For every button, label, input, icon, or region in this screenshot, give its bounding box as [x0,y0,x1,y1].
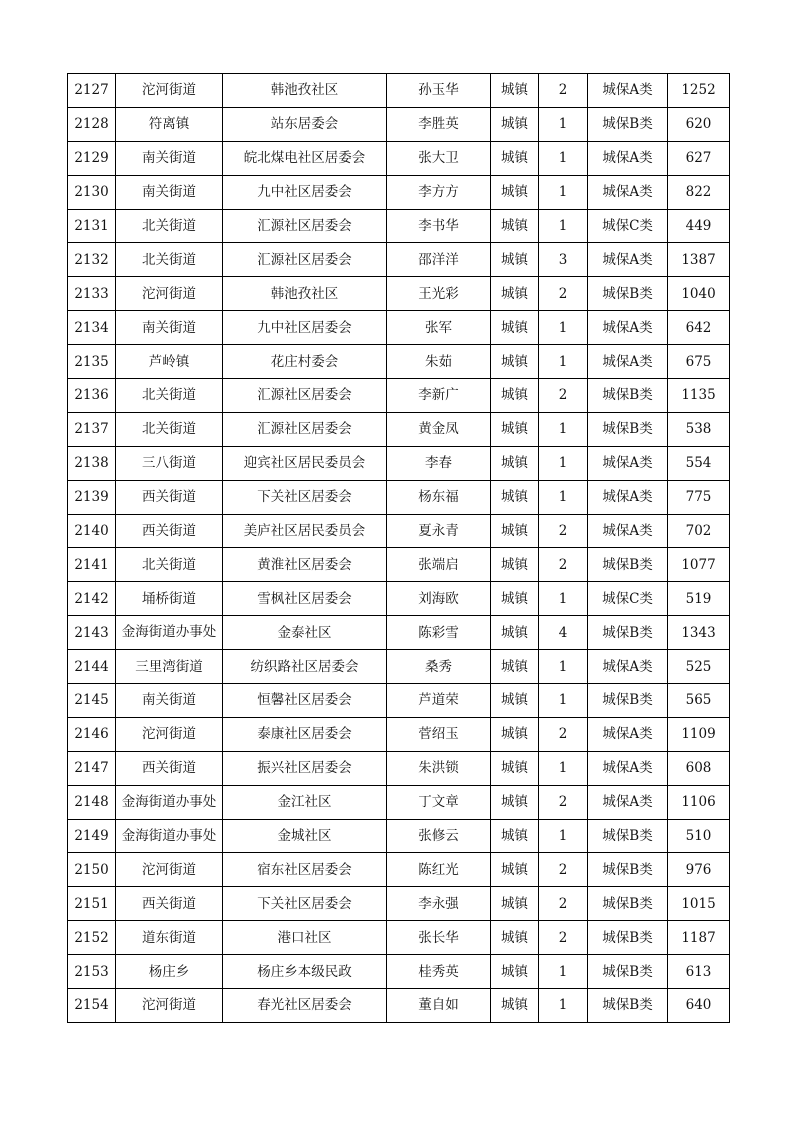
area-type-cell: 城镇 [491,853,539,887]
table-row [68,955,730,989]
household-size-cell: 2 [539,717,588,751]
community-name-cell: 黄淮社区居委会 [223,548,387,582]
insurance-category-cell: 城保B类 [588,107,668,141]
amount-cell: 822 [668,175,730,209]
table-row [68,107,730,141]
table-row [68,853,730,887]
community-name-cell: 韩池孜社区 [223,74,387,108]
amount-cell: 627 [668,141,730,175]
person-name-cell: 桑秀 [387,650,491,684]
person-name-cell: 董自如 [387,989,491,1023]
person-name-cell: 李春 [387,446,491,480]
amount-cell: 525 [668,650,730,684]
person-name-cell: 张军 [387,311,491,345]
area-type-cell: 城镇 [491,616,539,650]
table-row [68,141,730,175]
table-row [68,74,730,108]
person-name-cell: 王光彩 [387,277,491,311]
household-size-cell: 1 [539,209,588,243]
community-name-cell: 汇源社区居委会 [223,412,387,446]
person-name-cell: 张长华 [387,921,491,955]
row-number-cell: 2129 [68,141,116,175]
insurance-category-cell: 城保A类 [588,74,668,108]
insurance-category-cell: 城保A类 [588,141,668,175]
row-number-cell: 2152 [68,921,116,955]
street-name-cell: 北关街道 [116,548,223,582]
table-row [68,616,730,650]
area-type-cell: 城镇 [491,819,539,853]
community-name-cell: 下关社区居委会 [223,887,387,921]
amount-cell: 538 [668,412,730,446]
person-name-cell: 杨东福 [387,480,491,514]
row-number-cell: 2128 [68,107,116,141]
community-name-cell: 振兴社区居委会 [223,751,387,785]
insurance-category-cell: 城保A类 [588,785,668,819]
row-number-cell: 2136 [68,379,116,413]
street-name-cell: 西关街道 [116,514,223,548]
household-size-cell: 1 [539,582,588,616]
community-name-cell: 美庐社区居民委员会 [223,514,387,548]
street-name-cell: 三里湾街道 [116,650,223,684]
person-name-cell: 朱洪锁 [387,751,491,785]
row-number-cell: 2140 [68,514,116,548]
table-row [68,989,730,1023]
community-name-cell: 港口社区 [223,921,387,955]
table-row [68,480,730,514]
community-name-cell: 皖北煤电社区居委会 [223,141,387,175]
row-number-cell: 2131 [68,209,116,243]
amount-cell: 608 [668,751,730,785]
amount-cell: 1109 [668,717,730,751]
amount-cell: 1387 [668,243,730,277]
area-type-cell: 城镇 [491,345,539,379]
table-row [68,379,730,413]
table-row [68,311,730,345]
row-number-cell: 2147 [68,751,116,785]
insurance-category-cell: 城保B类 [588,853,668,887]
table-row [68,684,730,718]
amount-cell: 1106 [668,785,730,819]
community-name-cell: 迎宾社区居民委员会 [223,446,387,480]
area-type-cell: 城镇 [491,107,539,141]
insurance-category-cell: 城保B类 [588,955,668,989]
amount-cell: 449 [668,209,730,243]
household-size-cell: 2 [539,379,588,413]
row-number-cell: 2148 [68,785,116,819]
household-size-cell: 4 [539,616,588,650]
household-size-cell: 2 [539,921,588,955]
community-name-cell: 金江社区 [223,785,387,819]
table-row [68,243,730,277]
household-size-cell: 1 [539,345,588,379]
household-size-cell: 1 [539,751,588,785]
area-type-cell: 城镇 [491,684,539,718]
person-name-cell: 李方方 [387,175,491,209]
community-name-cell: 金泰社区 [223,616,387,650]
row-number-cell: 2137 [68,412,116,446]
person-name-cell: 夏永青 [387,514,491,548]
insurance-category-cell: 城保A类 [588,650,668,684]
community-name-cell: 九中社区居委会 [223,175,387,209]
street-name-cell: 西关街道 [116,887,223,921]
area-type-cell: 城镇 [491,311,539,345]
row-number-cell: 2146 [68,717,116,751]
table-row [68,751,730,785]
person-name-cell: 李新广 [387,379,491,413]
amount-cell: 510 [668,819,730,853]
row-number-cell: 2138 [68,446,116,480]
insurance-category-cell: 城保B类 [588,989,668,1023]
community-name-cell: 韩池孜社区 [223,277,387,311]
person-name-cell: 菅绍玉 [387,717,491,751]
insurance-category-cell: 城保B类 [588,684,668,718]
street-name-cell: 道东街道 [116,921,223,955]
amount-cell: 675 [668,345,730,379]
street-name-cell: 南关街道 [116,311,223,345]
table-row [68,446,730,480]
row-number-cell: 2134 [68,311,116,345]
household-size-cell: 1 [539,684,588,718]
amount-cell: 976 [668,853,730,887]
amount-cell: 613 [668,955,730,989]
street-name-cell: 金海街道办事处 [116,616,223,650]
row-number-cell: 2142 [68,582,116,616]
household-size-cell: 1 [539,107,588,141]
street-name-cell: 埇桥街道 [116,582,223,616]
area-type-cell: 城镇 [491,209,539,243]
amount-cell: 702 [668,514,730,548]
row-number-cell: 2154 [68,989,116,1023]
insurance-category-cell: 城保B类 [588,887,668,921]
street-name-cell: 沱河街道 [116,853,223,887]
street-name-cell: 南关街道 [116,175,223,209]
row-number-cell: 2141 [68,548,116,582]
area-type-cell: 城镇 [491,243,539,277]
community-name-cell: 金城社区 [223,819,387,853]
area-type-cell: 城镇 [491,989,539,1023]
household-size-cell: 2 [539,887,588,921]
area-type-cell: 城镇 [491,379,539,413]
street-name-cell: 沱河街道 [116,277,223,311]
table-row [68,412,730,446]
community-name-cell: 站东居委会 [223,107,387,141]
insurance-category-cell: 城保B类 [588,379,668,413]
insurance-category-cell: 城保B类 [588,921,668,955]
person-name-cell: 孙玉华 [387,74,491,108]
table-row [68,717,730,751]
row-number-cell: 2139 [68,480,116,514]
amount-cell: 1187 [668,921,730,955]
area-type-cell: 城镇 [491,887,539,921]
area-type-cell: 城镇 [491,650,539,684]
household-size-cell: 2 [539,277,588,311]
street-name-cell: 金海街道办事处 [116,785,223,819]
area-type-cell: 城镇 [491,74,539,108]
person-name-cell: 李永强 [387,887,491,921]
row-number-cell: 2143 [68,616,116,650]
area-type-cell: 城镇 [491,175,539,209]
insurance-category-cell: 城保A类 [588,446,668,480]
table-row [68,785,730,819]
area-type-cell: 城镇 [491,514,539,548]
street-name-cell: 北关街道 [116,379,223,413]
household-size-cell: 2 [539,853,588,887]
amount-cell: 1252 [668,74,730,108]
amount-cell: 642 [668,311,730,345]
community-name-cell: 下关社区居委会 [223,480,387,514]
person-name-cell: 桂秀英 [387,955,491,989]
amount-cell: 1015 [668,887,730,921]
street-name-cell: 北关街道 [116,412,223,446]
amount-cell: 1135 [668,379,730,413]
amount-cell: 554 [668,446,730,480]
area-type-cell: 城镇 [491,785,539,819]
person-name-cell: 黄金凤 [387,412,491,446]
household-size-cell: 1 [539,650,588,684]
amount-cell: 565 [668,684,730,718]
insurance-category-cell: 城保A类 [588,514,668,548]
street-name-cell: 西关街道 [116,751,223,785]
street-name-cell: 西关街道 [116,480,223,514]
person-name-cell: 张大卫 [387,141,491,175]
table-row [68,819,730,853]
person-name-cell: 邵洋洋 [387,243,491,277]
person-name-cell: 李胜英 [387,107,491,141]
insurance-category-cell: 城保B类 [588,616,668,650]
table-row [68,175,730,209]
amount-cell: 519 [668,582,730,616]
area-type-cell: 城镇 [491,446,539,480]
community-name-cell: 泰康社区居委会 [223,717,387,751]
row-number-cell: 2133 [68,277,116,311]
area-type-cell: 城镇 [491,412,539,446]
insurance-category-cell: 城保C类 [588,582,668,616]
household-size-cell: 1 [539,989,588,1023]
insurance-category-cell: 城保A类 [588,751,668,785]
street-name-cell: 符离镇 [116,107,223,141]
community-name-cell: 汇源社区居委会 [223,209,387,243]
insurance-category-cell: 城保A类 [588,717,668,751]
person-name-cell: 陈彩雪 [387,616,491,650]
person-name-cell: 丁文章 [387,785,491,819]
table-row [68,209,730,243]
person-name-cell: 芦道荣 [387,684,491,718]
household-size-cell: 1 [539,819,588,853]
amount-cell: 1040 [668,277,730,311]
insurance-category-cell: 城保B类 [588,819,668,853]
community-name-cell: 纺织路社区居委会 [223,650,387,684]
street-name-cell: 沱河街道 [116,717,223,751]
insurance-category-cell: 城保C类 [588,209,668,243]
area-type-cell: 城镇 [491,921,539,955]
community-name-cell: 恒馨社区居委会 [223,684,387,718]
street-name-cell: 芦岭镇 [116,345,223,379]
insurance-category-cell: 城保A类 [588,243,668,277]
street-name-cell: 南关街道 [116,684,223,718]
community-name-cell: 汇源社区居委会 [223,243,387,277]
community-name-cell: 杨庄乡本级民政 [223,955,387,989]
household-size-cell: 2 [539,514,588,548]
household-size-cell: 1 [539,480,588,514]
community-name-cell: 雪枫社区居委会 [223,582,387,616]
household-size-cell: 1 [539,446,588,480]
household-size-cell: 1 [539,175,588,209]
street-name-cell: 沱河街道 [116,74,223,108]
area-type-cell: 城镇 [491,717,539,751]
community-name-cell: 汇源社区居委会 [223,379,387,413]
community-name-cell: 宿东社区居委会 [223,853,387,887]
household-size-cell: 2 [539,548,588,582]
person-name-cell: 刘海欧 [387,582,491,616]
community-name-cell: 春光社区居委会 [223,989,387,1023]
street-name-cell: 沱河街道 [116,989,223,1023]
table-body [68,74,730,1023]
street-name-cell: 北关街道 [116,209,223,243]
insurance-category-cell: 城保A类 [588,480,668,514]
street-name-cell: 南关街道 [116,141,223,175]
table-row [68,345,730,379]
amount-cell: 1343 [668,616,730,650]
row-number-cell: 2149 [68,819,116,853]
table-row [68,650,730,684]
area-type-cell: 城镇 [491,751,539,785]
insurance-category-cell: 城保A类 [588,345,668,379]
household-size-cell: 1 [539,412,588,446]
amount-cell: 775 [668,480,730,514]
person-name-cell: 张修云 [387,819,491,853]
person-name-cell: 陈红光 [387,853,491,887]
row-number-cell: 2132 [68,243,116,277]
person-name-cell: 李书华 [387,209,491,243]
street-name-cell: 杨庄乡 [116,955,223,989]
table-row [68,514,730,548]
area-type-cell: 城镇 [491,955,539,989]
row-number-cell: 2144 [68,650,116,684]
street-name-cell: 金海街道办事处 [116,819,223,853]
household-size-cell: 1 [539,141,588,175]
insurance-category-cell: 城保B类 [588,412,668,446]
row-number-cell: 2130 [68,175,116,209]
person-name-cell: 朱茹 [387,345,491,379]
insurance-category-cell: 城保B类 [588,548,668,582]
relief-recipient-table [67,73,730,1023]
household-size-cell: 2 [539,74,588,108]
row-number-cell: 2127 [68,74,116,108]
area-type-cell: 城镇 [491,480,539,514]
area-type-cell: 城镇 [491,141,539,175]
insurance-category-cell: 城保B类 [588,277,668,311]
community-name-cell: 九中社区居委会 [223,311,387,345]
household-size-cell: 1 [539,311,588,345]
table-row [68,921,730,955]
person-name-cell: 张端启 [387,548,491,582]
row-number-cell: 2150 [68,853,116,887]
community-name-cell: 花庄村委会 [223,345,387,379]
insurance-category-cell: 城保A类 [588,175,668,209]
area-type-cell: 城镇 [491,582,539,616]
area-type-cell: 城镇 [491,277,539,311]
table-row [68,582,730,616]
row-number-cell: 2151 [68,887,116,921]
row-number-cell: 2153 [68,955,116,989]
street-name-cell: 三八街道 [116,446,223,480]
street-name-cell: 北关街道 [116,243,223,277]
amount-cell: 620 [668,107,730,141]
table-row [68,887,730,921]
household-size-cell: 3 [539,243,588,277]
insurance-category-cell: 城保A类 [588,311,668,345]
row-number-cell: 2135 [68,345,116,379]
household-size-cell: 2 [539,785,588,819]
amount-cell: 640 [668,989,730,1023]
amount-cell: 1077 [668,548,730,582]
row-number-cell: 2145 [68,684,116,718]
household-size-cell: 1 [539,955,588,989]
table-row [68,277,730,311]
table-row [68,548,730,582]
area-type-cell: 城镇 [491,548,539,582]
